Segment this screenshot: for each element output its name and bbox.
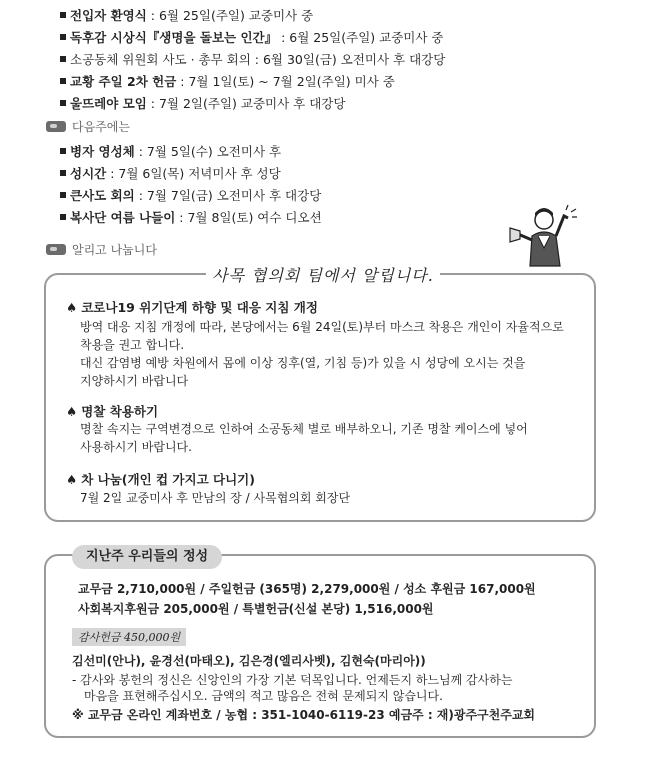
notice-item-text: 지양하시기 바랍니다 <box>80 374 189 388</box>
list-item: 병자 영성체 : 7월 5일(수) 오전미사 후 <box>60 142 281 160</box>
notice-item-text: 명찰 속지는 구역변경으로 인하여 소공동체 별로 배부하오니, 기존 명찰 케이스에 넣어 <box>80 422 528 436</box>
offering-line: 사회복지후원금 205,000원 / 특별헌금(신설 본당) 1,516,000원 <box>78 602 434 616</box>
square-bullet-icon <box>60 192 66 198</box>
account-info: ※ 교무금 온라인 계좌번호 / 농협 : 351-1040-6119-23 예금주 : 재)광주구천주교회 <box>72 708 536 722</box>
square-bullet-icon <box>60 148 66 154</box>
list-item: 복사단 여름 나들이 : 7월 8일(토) 여수 디오션 <box>60 208 322 226</box>
spade-bullet-icon: ♠ <box>66 404 78 419</box>
section-heading-next-week: 다음주에는 <box>46 118 130 135</box>
section-heading-notice: 알리고 나눕니다 <box>46 241 157 258</box>
chat-bubble-icon <box>46 244 66 255</box>
notice-item-title: ♠ 차 나눔(개인 컵 가지고 다니기) <box>66 472 255 487</box>
notice-item-text: 7월 2일 교중미사 후 만남의 장 / 사목협의회 회장단 <box>80 491 351 505</box>
spade-bullet-icon: ♠ <box>66 472 78 487</box>
gratitude-label: 감사헌금 450,000원 <box>72 628 186 646</box>
square-bullet-icon <box>60 170 66 176</box>
list-item: 울뜨레야 모임 : 7월 2일(주일) 교중미사 후 대강당 <box>60 94 345 112</box>
square-bullet-icon <box>60 34 66 40</box>
notice-banner: 사목 협의회 팀에서 알립니다. <box>206 263 440 286</box>
offering-title: 지난주 우리들의 정성 <box>72 545 222 569</box>
square-bullet-icon <box>60 214 66 220</box>
list-item: 전입자 환영식 : 6월 25일(주일) 교중미사 중 <box>60 6 313 24</box>
offering-note: 마음을 표현해주십시오. 금액의 적고 많음은 전혀 문제되지 않습니다. <box>84 689 443 703</box>
notice-item-text: 방역 대응 지침 개정에 따라, 본당에서는 6월 24일(토)부터 마스크 착용은 개인이 자율적으로 <box>80 320 564 334</box>
notice-item-text: 대신 감염병 예방 차원에서 몸에 이상 징후(열, 기침 등)가 있을 시 성당에 오시는 것을 <box>80 356 526 370</box>
megaphone-person-icon <box>506 200 582 268</box>
notice-item-text: 사용하시기 바랍니다. <box>80 440 192 454</box>
notice-item-title: ♠ 코로나19 위기단계 하향 및 대응 지침 개정 <box>66 300 318 315</box>
list-item: 성시간 : 7월 6일(목) 저녁미사 후 성당 <box>60 164 281 182</box>
gratitude-names: 김선미(안나), 윤경선(마태오), 김은경(엘리사벳), 김현숙(마리아)) <box>72 654 426 668</box>
chat-bubble-icon <box>46 121 66 132</box>
offering-line: 교무금 2,710,000원 / 주일헌금 (365명) 2,279,000원 / 성소 후원금 167,000원 <box>78 582 536 596</box>
square-bullet-icon <box>60 100 66 106</box>
notice-item-text: 착용을 권고 합니다. <box>80 338 185 352</box>
notice-item-title: ♠ 명찰 착용하기 <box>66 404 159 419</box>
spade-bullet-icon: ♠ <box>66 300 78 315</box>
square-bullet-icon <box>60 78 66 84</box>
list-item: 교황 주일 2차 헌금 : 7월 1일(토) ~ 7월 2일(주일) 미사 중 <box>60 72 395 90</box>
offering-note: - 감사와 봉헌의 정신은 신앙인의 가장 기본 덕목입니다. 언제든지 하느님께 감사하는 <box>72 673 513 687</box>
list-item: 큰사도 회의 : 7월 7일(금) 오전미사 후 대강당 <box>60 186 321 204</box>
list-item: 독후감 시상식『생명을 돌보는 인간』 : 6월 25일(주일) 교중미사 중 <box>60 28 443 46</box>
square-bullet-icon <box>60 12 66 18</box>
square-bullet-icon <box>60 56 66 62</box>
list-item: 소공동체 위원회 사도 · 총무 회의 : 6월 30일(금) 오전미사 후 대강당 <box>60 50 445 68</box>
